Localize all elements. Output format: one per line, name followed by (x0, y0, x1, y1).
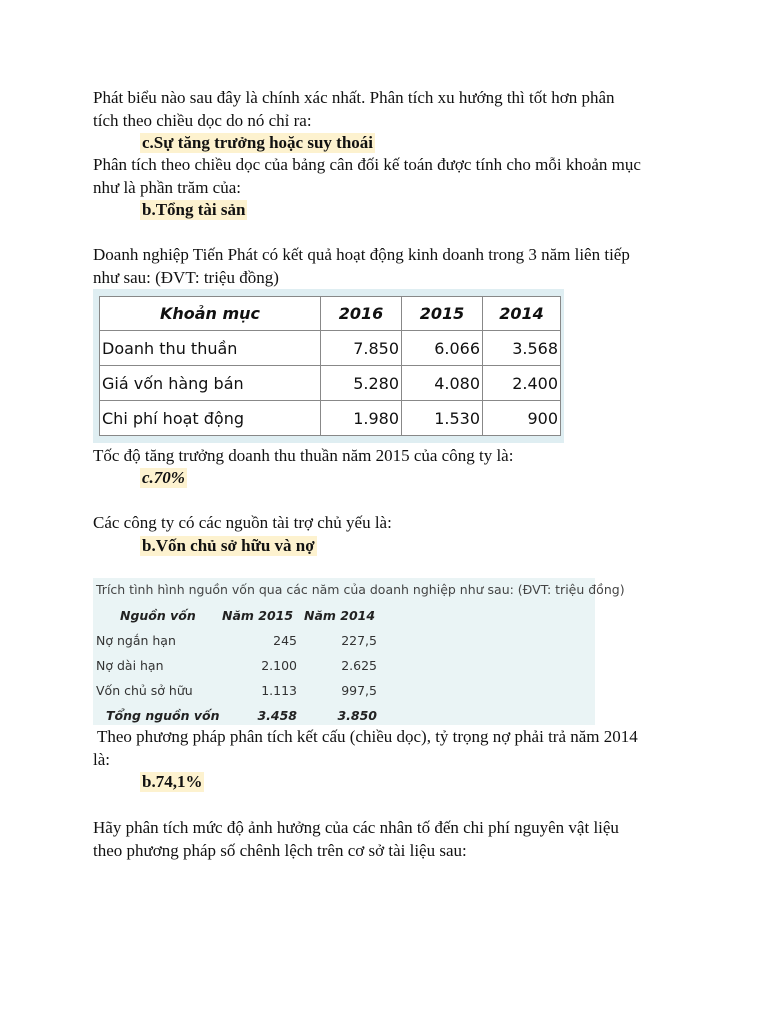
header-cell: Năm 2014 (304, 608, 376, 623)
table-cell: Nợ dài hạn (96, 658, 164, 673)
table-cell: 1.530 (402, 401, 483, 436)
table-cell: 227,5 (341, 633, 377, 648)
capital-table-caption: Trích tình hình nguồn vốn qua các năm của doanh nghiệp như sau: (ĐVT: triệu đồng) (96, 582, 625, 597)
header-cell: Năm 2015 (222, 608, 294, 623)
revenue-table (99, 296, 561, 436)
table-cell: 245 (273, 633, 297, 648)
table-cell: 6.066 (402, 331, 483, 366)
table-cell: Giá vốn hàng bán (100, 366, 321, 401)
table-cell: 7.850 (321, 331, 402, 366)
table-cell: 997,5 (341, 683, 377, 698)
q1-text-line1: Phát biểu nào sau đây là chính xác nhất. Phân tích xu hướng thì tốt hơn phân (93, 88, 615, 107)
table-cell: Doanh thu thuần (100, 331, 321, 366)
header-cell: Khoản mục (100, 297, 321, 331)
table-cell: 2.100 (261, 658, 297, 673)
table-cell: Vốn chủ sở hữu (96, 683, 193, 698)
table-header-row (100, 297, 561, 331)
q5-text-line1: Theo phương pháp phân tích kết cấu (chiều dọc), tỷ trọng nợ phải trả năm 2014 (93, 727, 638, 746)
table-cell: 1.980 (321, 401, 402, 436)
table-cell: 3.568 (483, 331, 561, 366)
table-cell: 1.113 (261, 683, 297, 698)
total-cell: 3.458 (257, 708, 297, 723)
table-row (100, 401, 561, 436)
q2-answer: b.Tổng tài sản (142, 200, 246, 219)
q3-answer: c.70% (142, 468, 185, 487)
revenue-table-image (93, 289, 564, 443)
table-cell: Nợ ngắn hạn (96, 633, 176, 648)
header-cell: 2016 (321, 297, 402, 331)
q5-answer: b.74,1% (142, 772, 203, 791)
q3-question: Tốc độ tăng trưởng doanh thu thuần năm 2015 của công ty là: (93, 446, 514, 465)
q2-text-line1: Phân tích theo chiều dọc của bảng cân đối kế toán được tính cho mỗi khoản mục (93, 155, 641, 174)
q2-text-line2: như là phần trăm của: (93, 178, 241, 197)
q6-text-line2: theo phương pháp số chênh lệch trên cơ sở tài liệu sau: (93, 841, 467, 860)
q6-text-line1: Hãy phân tích mức độ ảnh hưởng của các nhân tố đến chi phí nguyên vật liệu (93, 818, 619, 837)
table-cell: 4.080 (402, 366, 483, 401)
total-cell: 3.850 (337, 708, 377, 723)
table-cell: 900 (483, 401, 561, 436)
capital-table-image (93, 578, 625, 725)
header-cell: 2014 (483, 297, 561, 331)
q1-answer: c.Sự tăng trưởng hoặc suy thoái (142, 133, 374, 152)
q3-text-line2: như sau: (ĐVT: triệu đồng) (93, 268, 279, 287)
table-cell: 2.625 (341, 658, 377, 673)
q4-answer: b.Vốn chủ sở hữu và nợ (142, 536, 315, 555)
q4-text-line1: Các công ty có các nguồn tài trợ chủ yếu là: (93, 513, 392, 532)
q1-text-line2: tích theo chiều dọc do nó chỉ ra: (93, 111, 312, 130)
total-label: Tổng nguồn vốn (106, 708, 220, 723)
table-row (100, 331, 561, 366)
q3-text-line1: Doanh nghiệp Tiến Phát có kết quả hoạt động kinh doanh trong 3 năm liên tiếp (93, 245, 630, 264)
q5-text-line2: là: (93, 750, 110, 769)
table-cell: 5.280 (321, 366, 402, 401)
table-cell: 2.400 (483, 366, 561, 401)
header-cell: 2015 (402, 297, 483, 331)
header-cell: Nguồn vốn (120, 608, 196, 623)
table-row (100, 366, 561, 401)
table-cell: Chi phí hoạt động (100, 401, 321, 436)
